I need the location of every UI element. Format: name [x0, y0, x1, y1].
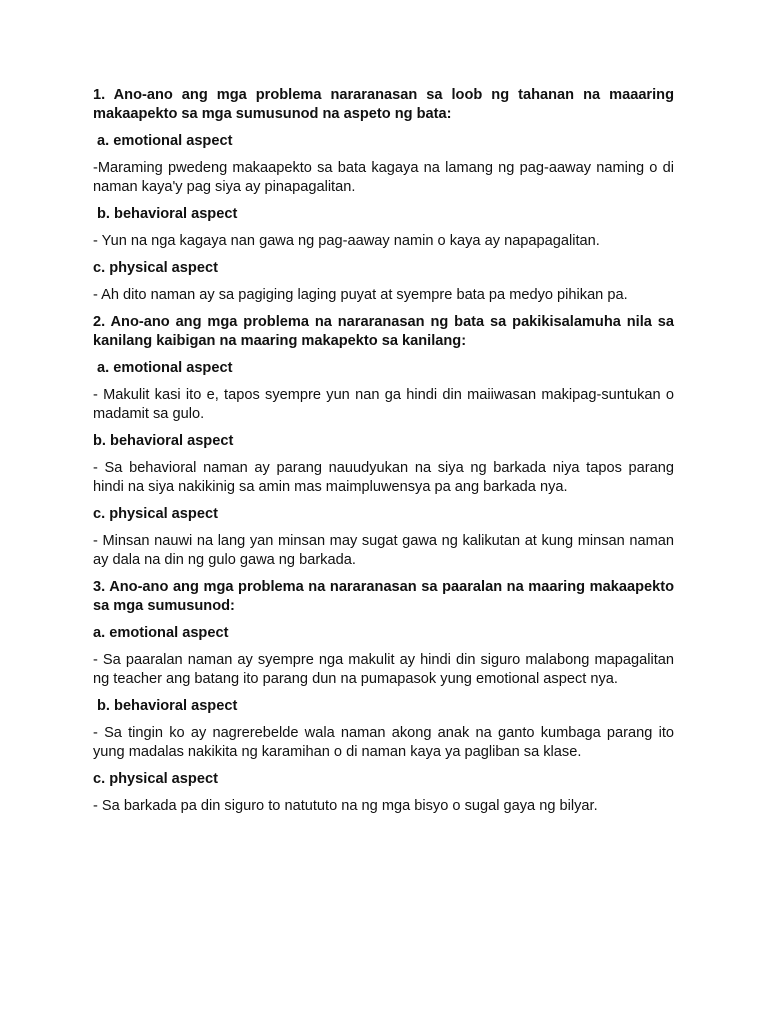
aspect-label: c. physical aspect	[93, 506, 218, 522]
aspect-label: a. emotional aspect	[97, 133, 233, 149]
answer-text: -Maraming pwedeng makaapekto sa bata kagaya na lamang ng pag-aaway naming o di naman kaya'y pag siya ay pinapagalitan.	[93, 160, 674, 195]
section-3	[93, 578, 674, 816]
answer-text: - Sa barkada pa din siguro to natututo na ng mga bisyo o sugal gaya ng bilyar.	[93, 798, 598, 814]
answer-text: - Makulit kasi ito e, tapos syempre yun nan ga hindi din maiiwasan makipag-suntukan o madamit sa gulo.	[93, 387, 674, 422]
section-1	[93, 86, 674, 305]
answer-text: - Sa behavioral naman ay parang nauudyukan na siya ng barkada niya tapos parang hindi na siya nakikinig sa amin mas maimpluwensya pa ang barkada nya.	[93, 460, 674, 495]
question-2: 2. Ano-ano ang mga problema na nararanasan ng bata sa pakikisalamuha nila sa kanilang kaibigan na maaring makapekto sa kanilang:	[93, 314, 674, 349]
question-3: 3. Ano-ano ang mga problema na nararanasan sa paaralan na maaring makaapekto sa mga sumusunod:	[93, 579, 674, 614]
aspect-label: b. behavioral aspect	[93, 433, 234, 449]
section-2	[93, 313, 674, 570]
aspect-label: a. emotional aspect	[97, 360, 233, 376]
document-page	[93, 86, 674, 824]
answer-text: - Yun na nga kagaya nan gawa ng pag-aaway namin o kaya ay napapagalitan.	[93, 233, 600, 249]
answer-text: - Minsan nauwi na lang yan minsan may sugat gawa ng kalikutan at kung minsan naman ay dala na din ng gulo gawa ng barkada.	[93, 533, 674, 568]
aspect-label: a. emotional aspect	[93, 625, 229, 641]
aspect-label: b. behavioral aspect	[97, 206, 238, 222]
answer-text: - Sa paaralan naman ay syempre nga makulit ay hindi din siguro malabong mapagalitan ng teacher ang batang ito parang dun na pumapasok yung emotional aspect nya.	[93, 652, 674, 687]
aspect-label: b. behavioral aspect	[97, 698, 238, 714]
question-1: 1. Ano-ano ang mga problema nararanasan sa loob ng tahanan na maaaring makaapekto sa mga sumusunod na aspeto ng bata:	[93, 87, 674, 122]
answer-text: - Ah dito naman ay sa pagiging laging puyat at syempre bata pa medyo pihikan pa.	[93, 287, 628, 303]
answer-text: - Sa tingin ko ay nagrerebelde wala naman akong anak na ganto kumbaga parang ito yung madalas nakikita ng karamihan o di naman kaya ya pagliban sa klase.	[93, 725, 674, 760]
aspect-label: c. physical aspect	[93, 771, 218, 787]
aspect-label: c. physical aspect	[93, 260, 218, 276]
